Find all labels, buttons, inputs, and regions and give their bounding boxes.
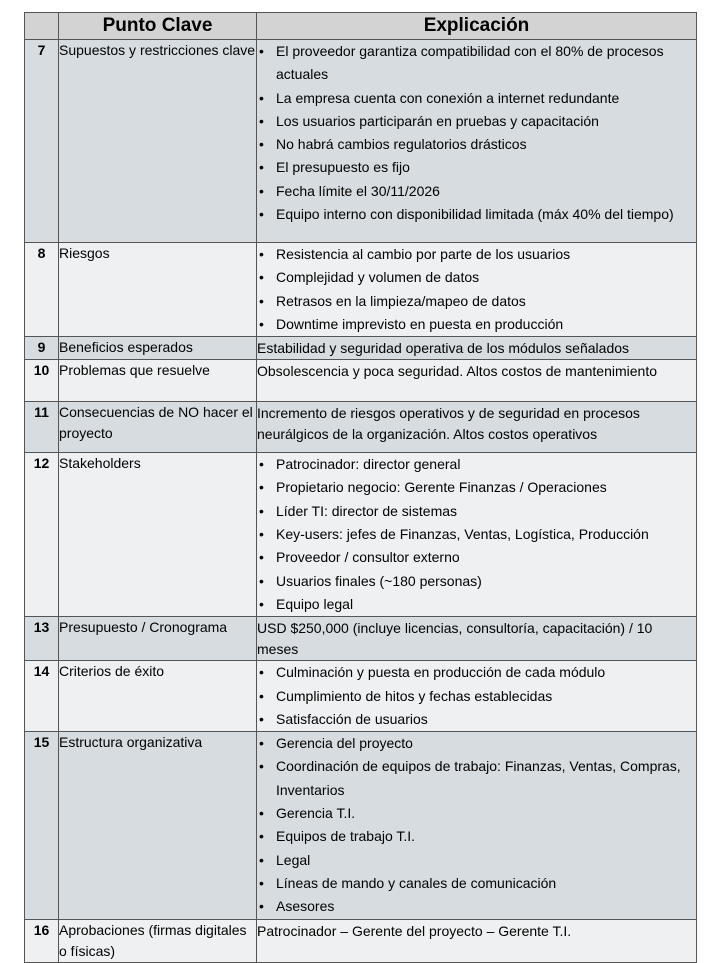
list-item: • Legal: [257, 849, 696, 872]
list-item: • Gerencia T.I.: [257, 802, 696, 825]
row-explanation: [257, 919, 697, 962]
list-item: • Usuarios finales (~180 personas): [257, 570, 696, 593]
list-item: • Líder TI: director de sistemas: [257, 500, 696, 523]
list-item: • La empresa cuenta con conexión a internet redundante: [257, 87, 696, 110]
list-item: • Patrocinador: director general: [257, 453, 696, 476]
table-row: [25, 661, 697, 732]
list-item: • Asesores: [257, 895, 696, 918]
list-item: • Culminación y puesta en producción de cada módulo: [257, 661, 696, 684]
table-row: [25, 617, 697, 661]
list-item: • Resistencia al cambio por parte de los usuarios: [257, 243, 696, 266]
row-explanation: [257, 453, 697, 617]
table-row: [25, 360, 697, 402]
header-row: [25, 13, 697, 40]
row-number: 16: [25, 919, 59, 962]
list-item: • Coordinación de equipos de trabajo: Finanzas, Ventas, Compras, Inventarios: [257, 755, 696, 802]
table-row: [25, 732, 697, 919]
table-row: [25, 337, 697, 360]
row-number: 8: [25, 243, 59, 337]
list-item: • Proveedor / consultor externo: [257, 546, 696, 569]
list-item: • Equipo legal: [257, 593, 696, 616]
row-number: 10: [25, 360, 59, 402]
row-explanation: [257, 40, 697, 243]
row-key: Problemas que resuelve: [59, 360, 257, 402]
table-row: [25, 243, 697, 337]
list-item: • Satisfacción de usuarios: [257, 708, 696, 731]
list-item: • Los usuarios participarán en pruebas y capacitación: [257, 110, 696, 133]
row-key: Presupuesto / Cronograma: [59, 617, 257, 661]
list-item: • El proveedor garantiza compatibilidad con el 80% de procesos actuales: [257, 40, 696, 87]
list-item: • Fecha límite el 30/11/2026: [257, 180, 696, 203]
row-key: Stakeholders: [59, 453, 257, 617]
list-item: • Cumplimiento de hitos y fechas establecidas: [257, 685, 696, 708]
list-item: • Propietario negocio: Gerente Finanzas / Operaciones: [257, 476, 696, 499]
header-explanation: Explicación: [257, 13, 697, 40]
table-row: [25, 453, 697, 617]
row-key: Estructura organizativa: [59, 732, 257, 919]
list-item: • Equipos de trabajo T.I.: [257, 825, 696, 848]
row-number: 13: [25, 617, 59, 661]
row-explanation: [257, 732, 697, 919]
list-item: • Key-users: jefes de Finanzas, Ventas, Logística, Producción: [257, 523, 696, 546]
row-text: Estabilidad y seguridad operativa de los módulos señalados: [257, 340, 630, 357]
row-explanation: [257, 337, 697, 360]
list-item: • No habrá cambios regulatorios drásticos: [257, 133, 696, 156]
row-explanation: [257, 617, 697, 661]
row-explanation: [257, 360, 697, 402]
header-key: Punto Clave: [59, 13, 257, 40]
row-number: 15: [25, 732, 59, 919]
list-item: • Complejidad y volumen de datos: [257, 266, 696, 289]
row-number: 11: [25, 402, 59, 453]
row-key: Riesgos: [59, 243, 257, 337]
list-item: • Líneas de mando y canales de comunicación: [257, 872, 696, 895]
header-num: [25, 13, 59, 40]
list-item: • Downtime imprevisto en puesta en producción: [257, 313, 696, 336]
key-points-table: [24, 12, 697, 963]
row-number: 14: [25, 661, 59, 732]
table-row: [25, 40, 697, 243]
row-number: 12: [25, 453, 59, 617]
row-key: Consecuencias de NO hacer el proyecto: [59, 402, 257, 453]
row-text: USD $250,000 (incluye licencias, consultoría, capacitación) / 10 meses: [257, 620, 653, 658]
row-explanation: [257, 661, 697, 732]
row-key: Criterios de éxito: [59, 661, 257, 732]
row-text: Incremento de riesgos operativos y de seguridad en procesos neurálgicos de la organización. Altos costos operativos: [257, 405, 640, 443]
row-key: Beneficios esperados: [59, 337, 257, 360]
table-row: [25, 402, 697, 453]
list-item: • Retrasos en la limpieza/mapeo de datos: [257, 290, 696, 313]
row-text: Obsolescencia y poca seguridad. Altos costos de mantenimiento: [257, 363, 658, 380]
row-number: 7: [25, 40, 59, 243]
table-row: [25, 919, 697, 962]
row-explanation: [257, 243, 697, 337]
row-text: Patrocinador – Gerente del proyecto – Gerente T.I.: [257, 922, 572, 939]
row-number: 9: [25, 337, 59, 360]
list-item: • El presupuesto es fijo: [257, 156, 696, 179]
row-explanation: [257, 402, 697, 453]
list-item: • Equipo interno con disponibilidad limitada (máx 40% del tiempo): [257, 203, 696, 226]
list-item: • Gerencia del proyecto: [257, 732, 696, 755]
row-key: Supuestos y restricciones clave: [59, 40, 257, 243]
row-key: Aprobaciones (firmas digitales o físicas): [59, 919, 257, 962]
